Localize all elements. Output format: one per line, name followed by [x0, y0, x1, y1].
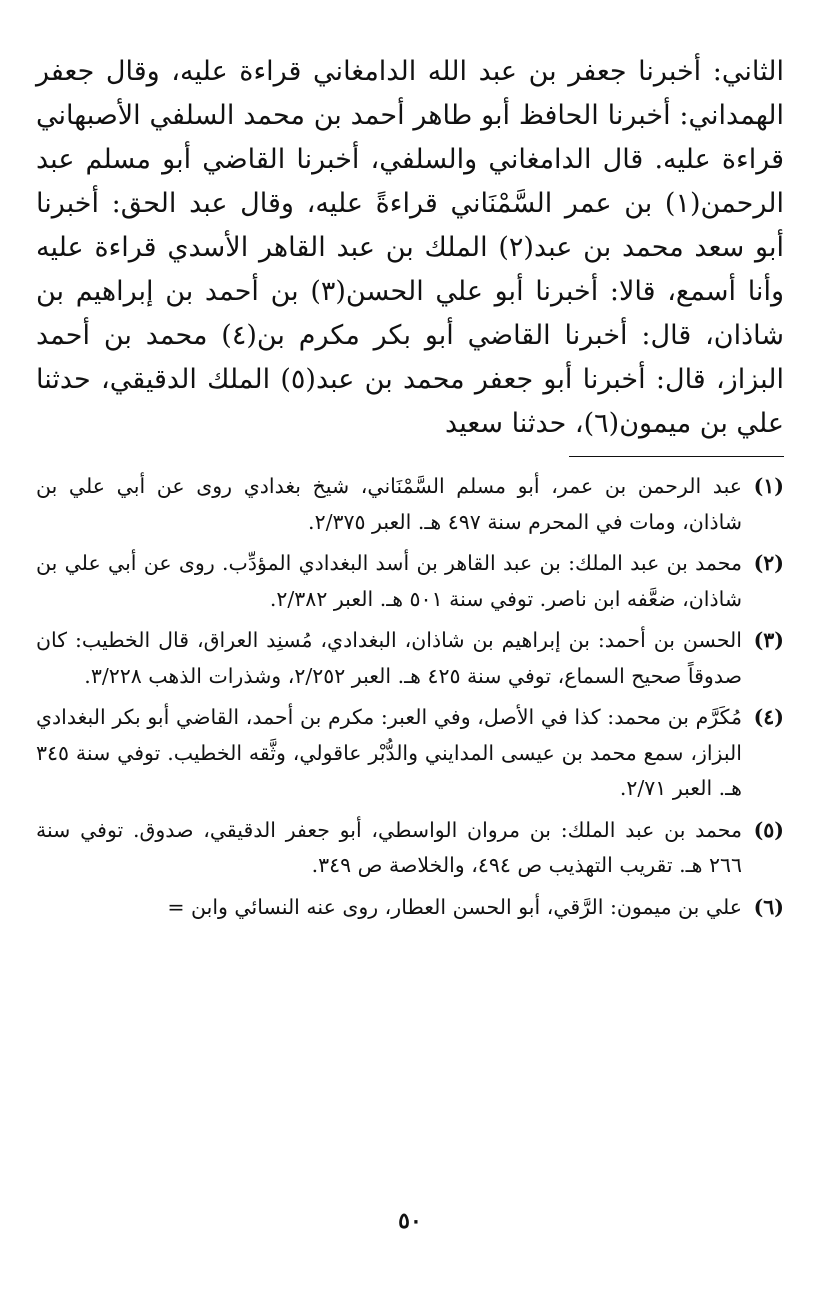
footnotes-list	[36, 469, 784, 925]
footnote-text: محمد بن عبد الملك: بن عبد القاهر بن أسد البغدادي المؤدِّب. روى عن أبي علي بن شاذان، ضعَّفه ابن ناصر. توفي سنة ٥٠١ هـ. العبر ٢/٣٨٢.	[36, 551, 742, 611]
footnote-text: مُكَرَّم بن محمد: كذا في الأصل، وفي العبر: مكرم بن أحمد، القاضي أبو بكر البغدادي البزاز، سمع محمد بن عيسى المدايني والدُّبْر عاقولي، وثَّقه الخطيب. توفي سنة ٣٤٥ هـ. العبر ٢/٧١.	[36, 705, 742, 800]
page-number: ٥٠	[398, 1208, 422, 1234]
footnote-2	[36, 546, 784, 617]
footnote-4	[36, 700, 784, 807]
footnote-text: علي بن ميمون: الرَّقي، أبو الحسن العطار، روى عنه النسائي وابن =	[167, 894, 742, 919]
footnote-number: (٣)	[753, 628, 784, 652]
footnote-number: (١)	[753, 474, 784, 498]
footnote-1	[36, 469, 784, 540]
footnote-6	[36, 890, 784, 926]
main-paragraph: الثاني: أخبرنا جعفر بن عبد الله الدامغاني قراءة عليه، وقال جعفر الهمداني: أخبرنا الحافظ أبو طاهر أحمد بن محمد السلفي الأصبهاني قراءة عليه. قال الدامغاني والسلفي، أخبرنا القاضي أبو مسلم عبد الرحمن(١) بن عمر السَّمْنَاني قراءةً عليه، وقال عبد الحق: أخبرنا أبو سعد محمد بن عبد(٢) الملك بن عبد القاهر الأسدي قراءة عليه وأنا أسمع، قالا: أخبرنا أبو علي الحسن(٣) بن أحمد بن إبراهيم بن شاذان، قال: أخبرنا القاضي أبو بكر مكرم بن(٤) محمد بن أحمد البزاز، قال: أخبرنا أبو جعفر محمد بن عبد(٥) الملك الدقيقي، حدثنا علي بن ميمون(٦)، حدثنا سعيد	[36, 56, 784, 439]
footnote-divider	[569, 456, 784, 457]
footnote-text: الحسن بن أحمد: بن إبراهيم بن شاذان، البغدادي، مُسنِد العراق، قال الخطيب: كان صدوقاً صحيح السماع، توفي سنة ٤٢٥ هـ. العبر ٢/٢٥٢، وشذرات الذهب ٣/٢٢٨.	[36, 628, 742, 688]
footnote-3	[36, 623, 784, 694]
footnote-5	[36, 813, 784, 884]
footnote-number: (٥)	[753, 817, 784, 842]
footnote-text: محمد بن عبد الملك: بن مروان الواسطي، أبو جعفر الدقيقي، صدوق. توفي سنة ٢٦٦ هـ. تقريب التهذيب ص ٤٩٤، والخلاصة ص ٣٤٩.	[36, 817, 742, 877]
footnote-number: (٦)	[753, 894, 784, 919]
main-text	[36, 50, 784, 446]
footnote-number: (٢)	[753, 551, 784, 575]
book-page	[36, 50, 784, 931]
footnote-number: (٤)	[753, 705, 784, 729]
footnote-text: عبد الرحمن بن عمر، أبو مسلم السَّمْنَاني، شيخ بغدادي روى عن أبي علي بن شاذان، ومات في المحرم سنة ٤٩٧ هـ. العبر ٢/٣٧٥.	[36, 474, 742, 534]
